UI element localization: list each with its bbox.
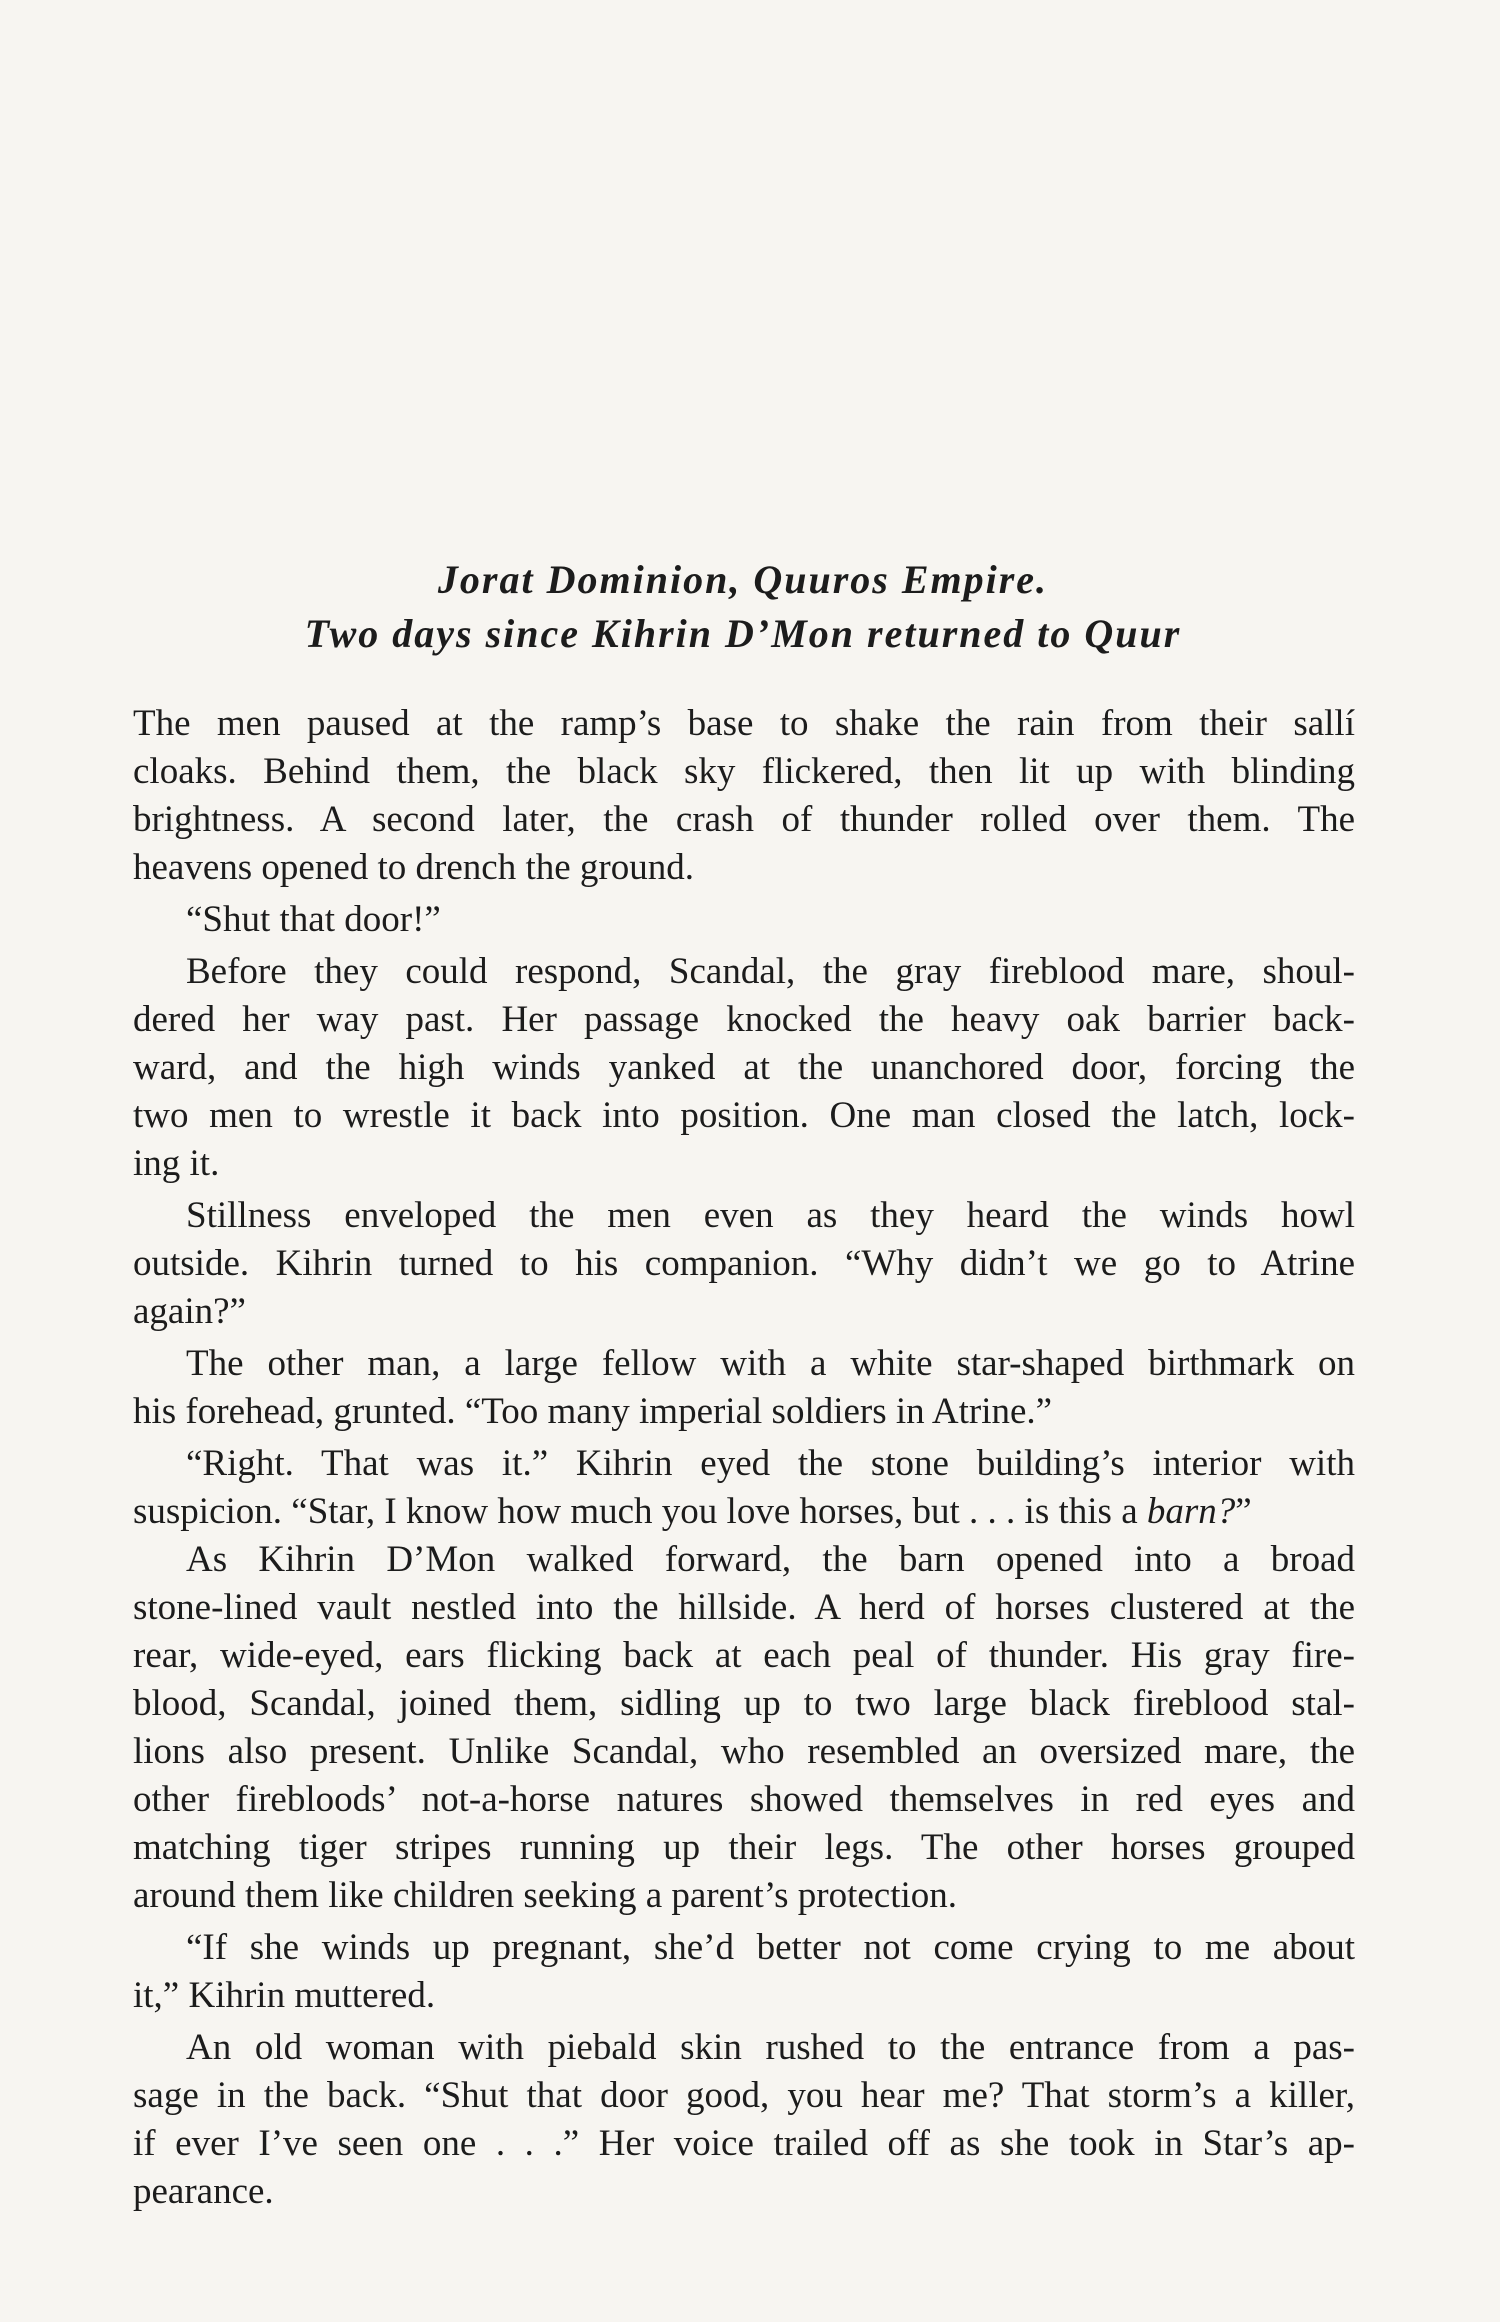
paragraph [133,700,1355,892]
text-line: cloaks. Behind them, the black sky flickered, then lit up with blinding [133,751,1355,792]
emphasized-word: barn? [1146,1491,1236,1532]
paragraph [133,2024,1355,2216]
text-line: ing it. [133,1143,220,1184]
text-line: two men to wrestle it back into position. One man closed the latch, lock- [133,1095,1355,1136]
text-line: heavens opened to drench the ground. [133,847,694,888]
heading-time: Two days since Kihrin D’Mon returned to Quur [304,611,1182,656]
paragraph [133,1536,1355,1920]
body-text [133,700,1355,2216]
text-line: The other man, a large fellow with a white star-shaped birthmark on [186,1343,1355,1384]
paragraph [133,896,1355,944]
text-line: again?” [133,1291,246,1332]
text-line: Stillness enveloped the men even as they heard the winds howl [186,1195,1355,1236]
paragraph [133,1924,1355,2020]
chapter-heading [133,553,1353,661]
text-line: matching tiger stripes running up their legs. The other horses grouped [133,1827,1355,1868]
text-line: it,” Kihrin muttered. [133,1975,436,2016]
text-line: An old woman with piebald skin rushed to the entrance from a pas- [186,2027,1355,2068]
text-line: “Right. That was it.” Kihrin eyed the stone building’s interior with [186,1443,1355,1484]
text-line: rear, wide-eyed, ears flicking back at each peal of thunder. His gray fire- [133,1635,1355,1676]
text-line: blood, Scandal, joined them, sidling up to two large black fireblood stal- [133,1683,1355,1724]
text-line: As Kihrin D’Mon walked forward, the barn opened into a broad [186,1539,1355,1580]
paragraph [133,1440,1355,1536]
paragraph [133,1340,1355,1436]
text-line: The men paused at the ramp’s base to shake the rain from their sallí [133,703,1355,744]
text-line: ward, and the high winds yanked at the unanchored door, forcing the [133,1047,1355,1088]
closing-quote: ” [1235,1491,1252,1532]
heading-location: Jorat Dominion, Quuros Empire. [437,557,1049,602]
text-line: around them like children seeking a parent’s protection. [133,1875,958,1916]
text-line: sage in the back. “Shut that door good, you hear me? That storm’s a killer, [133,2075,1355,2116]
text-line: Before they could respond, Scandal, the gray fireblood mare, shoul- [186,951,1355,992]
text-line: his forehead, grunted. “Too many imperial soldiers in Atrine.” [133,1391,1053,1432]
text-line: brightness. A second later, the crash of thunder rolled over them. The [133,799,1355,840]
text-line: “Shut that door!” [186,899,441,940]
text-line: if ever I’ve seen one . . .” Her voice trailed off as she took in Star’s ap- [133,2123,1355,2164]
text-line-with-emphasis [133,1488,1355,1536]
text-line: outside. Kihrin turned to his companion. “Why didn’t we go to Atrine [133,1243,1355,1284]
text-line: stone-lined vault nestled into the hillside. A herd of horses clustered at the [133,1587,1355,1628]
text-line: pearance. [133,2171,274,2212]
text-run: suspicion. “Star, I know how much you love horses, but . . . is this a [133,1491,1138,1532]
text-line: dered her way past. Her passage knocked the heavy oak barrier back- [133,999,1355,1040]
text-line: “If she winds up pregnant, she’d better not come crying to me about [186,1927,1355,1968]
paragraph [133,948,1355,1188]
text-line: lions also present. Unlike Scandal, who resembled an oversized mare, the [133,1731,1355,1772]
text-line: other firebloods’ not-a-horse natures showed themselves in red eyes and [133,1779,1355,1820]
paragraph [133,1192,1355,1336]
